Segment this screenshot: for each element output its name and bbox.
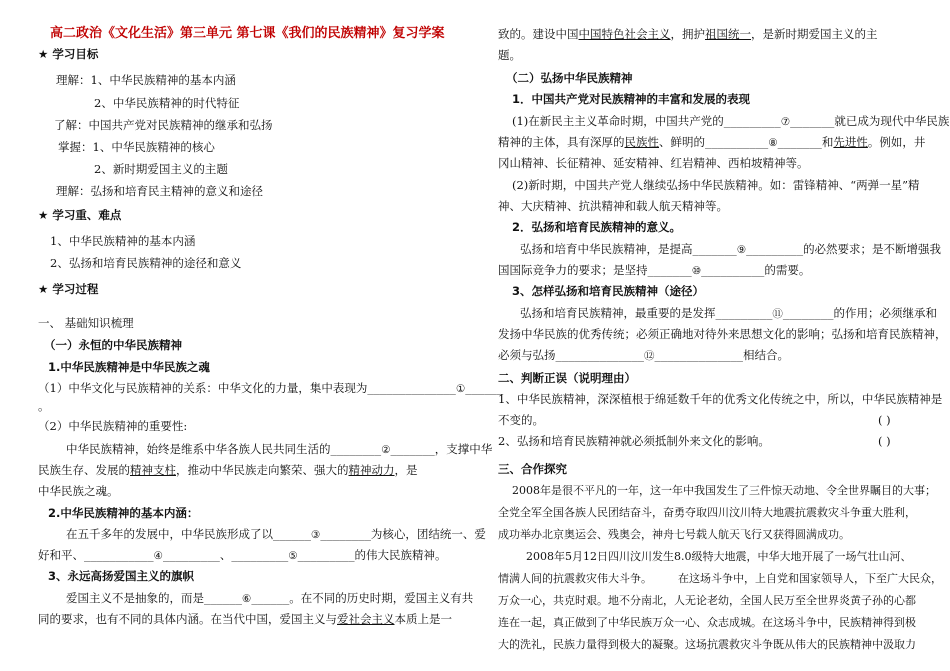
judge-1-answer-box[interactable]: ( ) <box>878 413 891 427</box>
judge-1: 1、中华民族精神，深深植根于绵延数千年的优秀文化传统之中，所以，中华民族精神是 <box>498 392 943 406</box>
subsection-1-heading: （一）永恒的中华民族精神 <box>44 338 182 352</box>
section-3-heading: 三、合作探究 <box>498 462 567 476</box>
objective-4: 掌握：1、中华民族精神的核心 <box>58 140 215 154</box>
paragraph-9-text: 同的要求，也有不同的具体内涵。在当代中国，爱国主义与 <box>38 612 337 626</box>
r-paragraph-4 <box>498 134 925 151</box>
process-heading: ★ 学习过程 <box>38 282 99 296</box>
blank-7[interactable]: _________⑦_______ <box>723 116 835 128</box>
paragraph-7-text: 好和平、 <box>38 548 84 562</box>
paragraph-4-mid: ，推动中华民族走向繁荣、强大的 <box>176 463 349 477</box>
filled-answer-tongyi: 祖国统一 <box>705 27 751 41</box>
filled-answer-shehui: 爱社会主义 <box>337 612 395 626</box>
r-paragraph-4-end: 。例如，井 <box>867 135 926 149</box>
r-paragraph-1-end: ，是新时期爱国主义的主 <box>751 27 878 41</box>
objectives-heading: ★ 学习目标 <box>38 47 99 61</box>
objective-6: 理解：弘扬和培育民主精神的意义和途径 <box>56 184 263 198</box>
paragraph-9-end: 本质上是一 <box>394 612 452 626</box>
paragraph-7-end: 的伟大民族精神。 <box>354 548 447 562</box>
key-point-2: 2、弘扬和培育民族精神的途径和意义 <box>50 256 242 270</box>
page-title: 高二政治《文化生活》第三单元 第七课《我们的民族精神》复习学案 <box>50 26 445 41</box>
paragraph-1-text: （1）中华文化与民族精神的关系：中华文化的力量，集中表现为 <box>38 381 368 395</box>
r-paragraph-12 <box>498 347 789 364</box>
filled-answer-jingshen: 精神支柱 <box>130 463 176 477</box>
r-paragraph-9 <box>498 262 810 279</box>
judge-2: 2、弘扬和培育民族精神就必须抵制外来文化的影响。 <box>498 434 770 448</box>
key-points-heading: ★ 学习重、难点 <box>38 208 122 222</box>
blank-4[interactable]: ___________④_________ <box>84 550 220 562</box>
r-paragraph-1-text: 致的。建设中国 <box>498 27 579 41</box>
subsection-2-heading: （二）弘扬中华民族精神 <box>506 71 633 85</box>
r-paragraph-1 <box>498 26 878 42</box>
blank-1[interactable]: ______________①______ <box>367 383 504 395</box>
case-line-6: 在这场斗争中，上自党和国家领导人，下至广大民众， <box>678 572 942 585</box>
paragraph-4-end: ，是 <box>394 463 418 477</box>
r-heading-2: 2．弘扬和培育民族精神的意义。 <box>512 220 681 234</box>
r-paragraph-2: 题。 <box>498 48 521 62</box>
r-paragraph-9-text: 国国际竞争力的要求；是坚持 <box>498 263 648 277</box>
blank-5[interactable]: _________⑤_________ <box>231 550 355 562</box>
case-line-8: 连在一起，真正做到了中华民族万众一心、众志成城。在这场斗争中，民族精神得到极 <box>498 616 916 629</box>
r-paragraph-11: 发扬中华民族的优秀传统；必须正确地对待外来思想文化的影响；弘扬和培育民族精神， <box>498 327 947 341</box>
r-paragraph-10-end: 的作用；必须继承和 <box>833 306 937 320</box>
paragraph-4-text: 民族生存、发展的 <box>38 463 130 477</box>
case-line-4: 2008年5月12日四川汶川发生8.0级特大地震，中华大地开展了一场气壮山河、 <box>526 550 912 563</box>
blank-3[interactable]: ______③________ <box>273 529 371 541</box>
blank-9[interactable]: _______⑨_________ <box>692 244 804 256</box>
filled-answer-minzu: 民族性 <box>624 135 659 149</box>
section-2-heading: 二、判断正误（说明理由） <box>498 371 636 385</box>
paragraph-1-end: 。 <box>38 399 50 413</box>
paragraph-3-text: 中华民族精神，始终是维系中华各族人民共同生活的 <box>66 442 331 456</box>
r-paragraph-12-end: 相结合。 <box>743 348 790 362</box>
paragraph-8 <box>66 590 473 607</box>
r-paragraph-8-text: 弘扬和培育中华民族精神，是提高 <box>520 242 693 256</box>
blank-8[interactable]: __________⑧_______ <box>705 137 822 149</box>
paragraph-7 <box>38 547 447 564</box>
r-paragraph-3-end: 就已成为现代中华民族 <box>834 114 950 128</box>
r-paragraph-9-end: 的需要。 <box>764 263 811 277</box>
r-paragraph-4-text: 精神的主体，具有深厚的 <box>498 135 625 149</box>
objective-3: 了解：中国共产党对民族精神的继承和弘扬 <box>54 118 273 132</box>
filled-answer-xianjin: 先进性 <box>833 135 868 149</box>
case-line-5: 情满人间的抗震救灾伟大斗争。 <box>498 572 652 585</box>
objective-1: 理解：1、中华民族精神的基本内涵 <box>56 73 236 87</box>
paragraph-8-end: 。在不同的历史时期，爱国主义有共 <box>289 591 474 605</box>
blank-10[interactable]: _______⑩__________ <box>647 265 765 277</box>
judge-2-answer-box[interactable]: ( ) <box>878 434 891 448</box>
paragraph-1 <box>38 380 503 397</box>
blank-6[interactable]: ______⑥______ <box>204 593 290 605</box>
objective-2: 2、中华民族精神的时代特征 <box>94 96 240 110</box>
case-line-1: 2008年是很不平凡的一年，这一年中我国发生了三件惊天动地、令全世界瞩目的大事； <box>512 484 936 497</box>
paragraph-4 <box>38 462 418 478</box>
r-heading-1: 1．中国共产党对民族精神的丰富和发展的表现 <box>512 92 750 106</box>
r-paragraph-8-end: 的必然要求；是不断增强我 <box>803 242 942 256</box>
paragraph-3 <box>66 441 492 458</box>
section-1-heading: 一、 基础知识梳理 <box>38 316 134 330</box>
blank-12[interactable]: ______________⑫______________ <box>555 350 744 362</box>
heading-3: 3、永远高扬爱国主义的旗帜 <box>48 569 195 583</box>
paragraph-7-sep: 、 <box>219 548 232 562</box>
r-paragraph-3 <box>512 113 949 130</box>
case-line-7: 万众一心，共克时艰。地不分南北，人无论老幼，全国人民万至全世界炎黄子孙的心都 <box>498 594 916 607</box>
r-paragraph-5: 冈山精神、长征精神、延安精神、红岩精神、西柏坡精神等。 <box>498 156 809 170</box>
paragraph-3-end: ，支撑中华 <box>434 442 493 456</box>
case-line-2: 全党全军全国各族人民团结奋斗，奋勇夺取四川汶川特大地震抗震救灾斗争重大胜利， <box>498 506 916 519</box>
paragraph-8-text: 爱国主义不是抽象的，而是 <box>66 591 204 605</box>
paragraph-6-text: 在五千多年的发展中，中华民族形成了以 <box>66 527 273 541</box>
paragraph-6 <box>66 526 486 543</box>
r-paragraph-3-text: (1)在新民主主义革命时期，中国共产党的 <box>512 114 724 128</box>
judge-1-cont: 不变的。 <box>498 413 544 427</box>
objective-5: 2、新时期爱国主义的主题 <box>94 162 228 176</box>
key-point-1: 1、中华民族精神的基本内涵 <box>50 234 196 248</box>
paragraph-9 <box>38 611 452 627</box>
filled-answer-tese: 中国特色社会主义 <box>578 27 671 41</box>
r-paragraph-4-mid: 、鲜明的 <box>659 135 705 149</box>
r-paragraph-7: 神、大庆精神、抗洪精神和载人航天精神等。 <box>498 199 728 213</box>
blank-11[interactable]: _________⑪________ <box>715 308 834 320</box>
r-paragraph-6: (2)新时期，中国共产党人继续弘扬中华民族精神。如：雷锋精神、“两弹一星”精 <box>512 178 920 192</box>
r-paragraph-1-mid: ，拥护 <box>670 27 705 41</box>
blank-2[interactable]: ________②_______ <box>330 444 435 456</box>
r-paragraph-12-text: 必须与弘扬 <box>498 348 556 362</box>
case-line-3: 成功举办北京奥运会、残奥会，神舟七号载人航天飞行又获得圆满成功。 <box>498 528 850 541</box>
heading-2: 2.中华民族精神的基本内涵： <box>48 506 199 520</box>
r-paragraph-10 <box>520 305 937 322</box>
paragraph-5: 中华民族之魂。 <box>38 484 119 498</box>
r-paragraph-4-and: 和 <box>821 135 834 149</box>
case-line-9: 大的洗礼，民族力量得到极大的凝聚。这场抗震救灾斗争既从伟大的民族精神中汲取力 <box>498 638 916 651</box>
heading-1: 1.中华民族精神是中华民族之魂 <box>48 360 210 374</box>
r-paragraph-10-text: 弘扬和培育民族精神，最重要的是发挥 <box>520 306 716 320</box>
r-heading-3: 3、怎样弘扬和培育民族精神（途径） <box>512 284 704 298</box>
paragraph-2: （2）中华民族精神的重要性: <box>38 419 188 433</box>
filled-answer-dongli: 精神动力 <box>348 463 395 477</box>
r-paragraph-8 <box>520 241 941 258</box>
paragraph-6-end: 为核心，团结统一、爱 <box>370 527 486 541</box>
